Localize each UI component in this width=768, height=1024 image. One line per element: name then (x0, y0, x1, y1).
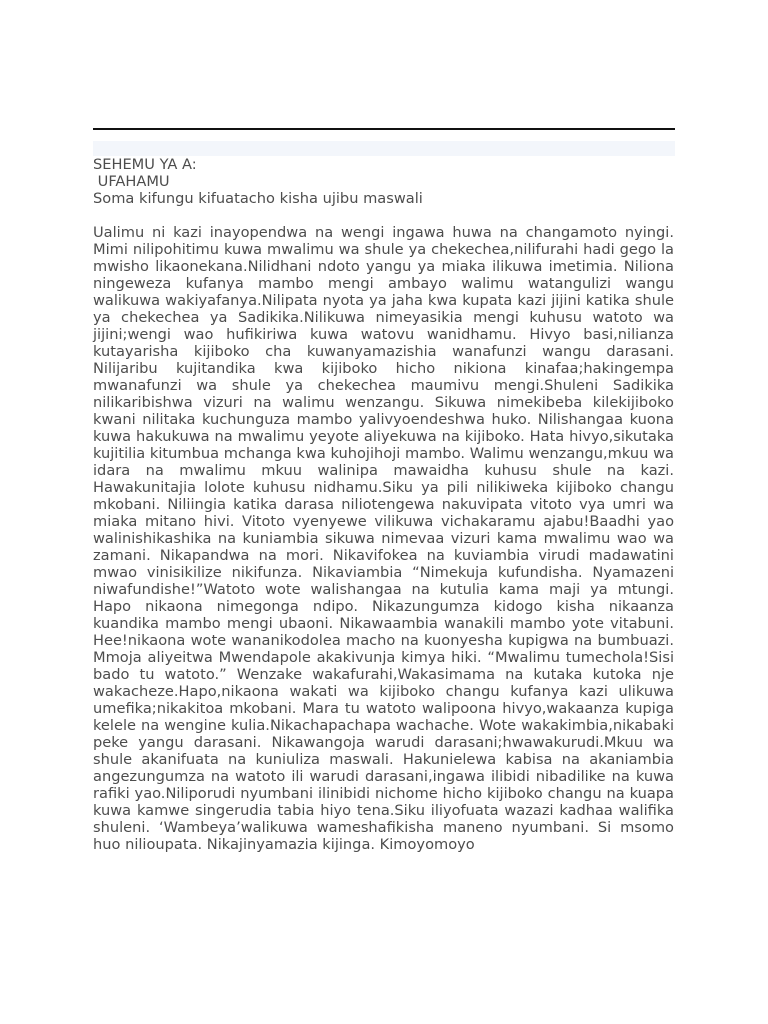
document-body (93, 156, 674, 853)
section-title: SEHEMU YA A: (93, 156, 197, 173)
horizontal-rule (93, 128, 675, 130)
paragraph-spacer (93, 207, 674, 224)
header-band (93, 141, 675, 156)
comprehension-passage: Ualimu ni kazi inayopendwa na wengi ingawa huwa na changamoto nyingi. Mimi nilipohitimu kuwa mwalimu wa shule ya chekechea,nilifurahi hadi gego la mwisho likaonekana.Nilidhani ndoto yangu ya miaka ilikuwa imetimia. Niliona ningeweza kufanya mambo mengi ambayo walimu watangulizi wangu walikuwa wakiyafanya.Nilipata nyota ya jaha kwa kupata kazi jijini katika shule ya chekechea ya Sadikika.Nilikuwa nimeyasikia mengi kuhusu watoto wa jijini;wengi wao hufikiriwa kuwa watovu wanidhamu. Hivyo basi,nilianza kutayarisha kijiboko cha kuwanyamazishia wanafunzi wangu darasani. Nilijaribu kujitandika kwa kijiboko hicho nikiona kinafaa;hakingempa mwanafunzi wa shule ya chekechea maumivu mengi.Shuleni Sadikika nilikaribishwa vizuri na walimu wenzangu. Sikuwa nimekibeba kilekijiboko kwani nilitaka kuchunguza mambo yalivyoendeshwa huko. Nilishangaa kuona kuwa hakukuwa na mwalimu yeyote aliyekuwa na kijiboko. Hata hivyo,sikutaka kujitilia kitumbua mchanga kwa kuhojihoji mambo. Walimu wenzangu,mkuu wa idara na mwalimu mkuu walinipa mawaidha kuhusu shule na kazi. Hawakunitajia lolote kuhusu nidhamu.Siku ya pili nilikiweka kijiboko changu mkobani. Niliingia katika darasa niliotengewa nakuvipata vitoto vya umri wa miaka mitano hivi. Vitoto vyenyewe vilikuwa vichakaramu ajabu!Baadhi yao walinishikashika na kuniambia sikuwa nimevaa vizuri kama mwalimu wao wa zamani. Nikapandwa na mori. Nikavifokea na kuviambia virudi madawatini mwao vinisikilize nikifunza. Nikaviambia “Nimekuja kufundisha. Nyamazeni niwafundishe!”Watoto wote walishangaa na kutulia kama maji ya mtungi. Hapo nikaona nimegonga ndipo. Nikazungumza kidogo kisha nikaanza kuandika mambo mengi ubaoni. Nikawaambia wanakili mambo yote vitabuni. Hee!nikaona wote wananikodolea macho na kuonyesha kupigwa na bumbuazi. Mmoja aliyeitwa Mwendapole akakivunja kimya hiki. “Mwalimu tumechola!Sisi bado tu watoto.” Wenzake wakafurahi,Wakasimama na kutaka kutoka nje wakacheze.Hapo,nikaona wakati wa kijiboko changu kufanya kazi ulikuwa umefika;nikakitoa mkobani. Mara tu watoto walipoona hivyo,wakaanza kupiga kelele na wengine kulia.Nikachapachapa wachache. Wote wakakimbia,nikabaki peke yangu darasani. Nikawangoja warudi darasani;hwawakurudi.Mkuu wa shule akanifuata na kuniuliza maswali. Hakunielewa kabisa na akaniambia angezungumza na watoto ili warudi darasani,ingawa ilibidi nibadilike na kuwa rafiki yao.Niliporudi nyumbani ilinibidi nichome hicho kijiboko changu na kuapa kuwa kamwe singerudia tabia hiyo tena.Siku iliyofuata wazazi kadhaa walifika shuleni. ‘Wambeya’walikuwa wameshafikisha maneno nyumbani. Si msomo huo nilioupata. Nikajinyamazia kijinga. Kimoyomoyo (93, 224, 674, 853)
section-subtitle: UFAHAMU (93, 173, 170, 190)
instruction-text: Soma kifungu kifuatacho kisha ujibu maswali (93, 190, 423, 207)
